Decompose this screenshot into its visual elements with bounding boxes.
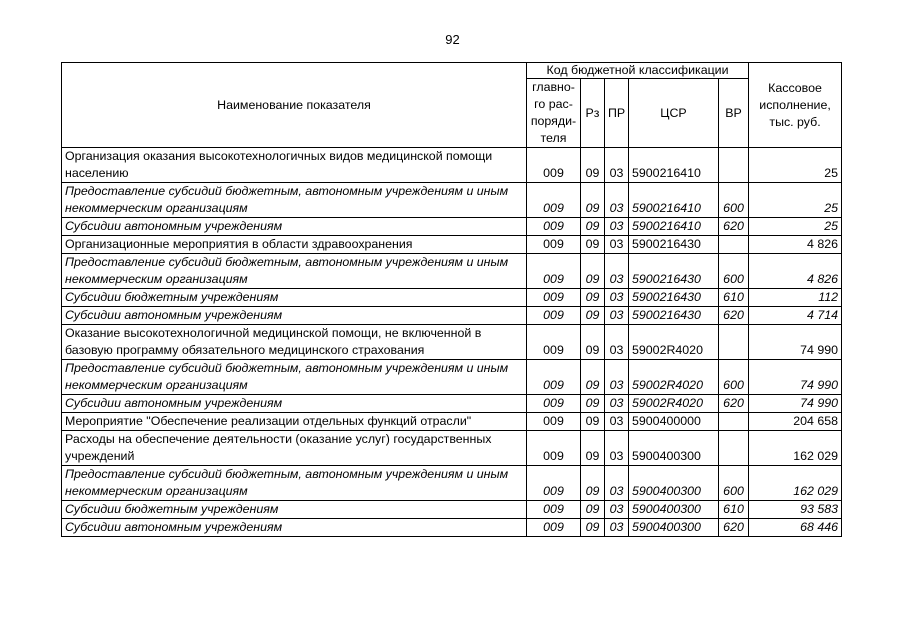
row-vr [719, 325, 749, 360]
row-gr: 009 [527, 307, 581, 325]
header-kbk: Код бюджетной классификации [527, 63, 749, 79]
header-pr: ПР [605, 79, 629, 148]
row-amount: 204 658 [749, 413, 842, 431]
row-rz: 09 [581, 289, 605, 307]
row-csr: 5900400300 [629, 466, 719, 501]
table-row [62, 431, 842, 466]
table-row [62, 236, 842, 254]
row-gr: 009 [527, 325, 581, 360]
row-gr: 009 [527, 254, 581, 289]
row-csr: 5900216410 [629, 148, 719, 183]
row-gr: 009 [527, 360, 581, 395]
budget-table [61, 62, 842, 537]
row-amount: 112 [749, 289, 842, 307]
row-amount: 25 [749, 148, 842, 183]
row-csr: 59002R4020 [629, 360, 719, 395]
table-header [62, 63, 842, 148]
row-amount: 4 714 [749, 307, 842, 325]
row-name: Предоставление субсидий бюджетным, автономным учреждениям и иным некоммерческим организациям [62, 360, 527, 395]
row-csr: 5900400300 [629, 519, 719, 537]
table-body [62, 148, 842, 537]
table-row [62, 254, 842, 289]
row-vr: 610 [719, 501, 749, 519]
table-row [62, 218, 842, 236]
row-vr: 610 [719, 289, 749, 307]
row-amount: 25 [749, 218, 842, 236]
row-rz: 09 [581, 466, 605, 501]
row-amount: 25 [749, 183, 842, 218]
row-csr: 5900216430 [629, 289, 719, 307]
table-row [62, 325, 842, 360]
header-gr-line-3: поряди- [530, 114, 577, 128]
row-amount: 74 990 [749, 395, 842, 413]
row-name: Субсидии автономным учреждениям [62, 395, 527, 413]
row-pr: 03 [605, 236, 629, 254]
row-pr: 03 [605, 254, 629, 289]
row-gr: 009 [527, 236, 581, 254]
table-row [62, 289, 842, 307]
row-rz: 09 [581, 254, 605, 289]
row-rz: 09 [581, 325, 605, 360]
row-amount: 74 990 [749, 325, 842, 360]
row-name: Предоставление субсидий бюджетным, автономным учреждениям и иным некоммерческим организациям [62, 183, 527, 218]
row-amount: 74 990 [749, 360, 842, 395]
row-pr: 03 [605, 183, 629, 218]
row-rz: 09 [581, 501, 605, 519]
row-pr: 03 [605, 289, 629, 307]
row-csr: 5900400000 [629, 413, 719, 431]
row-csr: 5900216410 [629, 218, 719, 236]
table-row [62, 413, 842, 431]
row-name: Предоставление субсидий бюджетным, автономным учреждениям и иным некоммерческим организациям [62, 254, 527, 289]
header-vr: ВР [719, 79, 749, 148]
header-amount-line-3: тыс. руб. [769, 114, 821, 129]
row-amount: 93 583 [749, 501, 842, 519]
header-gr-line-4: теля [540, 131, 567, 145]
row-name: Субсидии бюджетным учреждениям [62, 289, 527, 307]
row-pr: 03 [605, 218, 629, 236]
row-csr: 5900216410 [629, 183, 719, 218]
row-csr: 59002R4020 [629, 325, 719, 360]
row-gr: 009 [527, 148, 581, 183]
row-name: Оказание высокотехнологичной медицинской помощи, не включенной в базовую программу обязательного медицинского страхования [62, 325, 527, 360]
row-pr: 03 [605, 501, 629, 519]
row-gr: 009 [527, 218, 581, 236]
table-row [62, 360, 842, 395]
row-vr [719, 413, 749, 431]
row-name: Субсидии автономным учреждениям [62, 307, 527, 325]
row-name: Расходы на обеспечение деятельности (оказание услуг) государственных учреждений [62, 431, 527, 466]
row-csr: 5900216430 [629, 254, 719, 289]
table-row [62, 307, 842, 325]
row-pr: 03 [605, 307, 629, 325]
header-gr-line-2: го рас- [534, 97, 573, 111]
table-row [62, 519, 842, 537]
row-amount: 68 446 [749, 519, 842, 537]
row-vr: 600 [719, 183, 749, 218]
row-vr: 620 [719, 519, 749, 537]
row-gr: 009 [527, 431, 581, 466]
row-name: Субсидии бюджетным учреждениям [62, 501, 527, 519]
header-amount [749, 63, 842, 148]
header-csr: ЦСР [629, 79, 719, 148]
header-gr [527, 79, 581, 148]
table-row [62, 183, 842, 218]
row-rz: 09 [581, 519, 605, 537]
row-vr: 600 [719, 360, 749, 395]
row-name: Организация оказания высокотехнологичных видов медицинской помощи населению [62, 148, 527, 183]
page-number: 92 [445, 32, 460, 47]
row-gr: 009 [527, 501, 581, 519]
row-name: Организационные мероприятия в области здравоохранения [62, 236, 527, 254]
row-csr: 5900216430 [629, 236, 719, 254]
row-amount: 4 826 [749, 254, 842, 289]
row-name: Субсидии автономным учреждениям [62, 519, 527, 537]
row-rz: 09 [581, 360, 605, 395]
row-pr: 03 [605, 395, 629, 413]
row-pr: 03 [605, 325, 629, 360]
table-row [62, 466, 842, 501]
row-gr: 009 [527, 519, 581, 537]
row-vr: 600 [719, 254, 749, 289]
row-gr: 009 [527, 395, 581, 413]
row-pr: 03 [605, 466, 629, 501]
row-rz: 09 [581, 148, 605, 183]
header-gr-line-1: главно- [532, 80, 575, 94]
row-rz: 09 [581, 236, 605, 254]
row-csr: 59002R4020 [629, 395, 719, 413]
row-gr: 009 [527, 466, 581, 501]
row-pr: 03 [605, 519, 629, 537]
row-rz: 09 [581, 218, 605, 236]
row-pr: 03 [605, 360, 629, 395]
row-vr: 620 [719, 395, 749, 413]
row-vr [719, 431, 749, 466]
table-row [62, 395, 842, 413]
row-pr: 03 [605, 431, 629, 466]
row-csr: 5900400300 [629, 501, 719, 519]
row-amount: 162 029 [749, 466, 842, 501]
row-amount: 4 826 [749, 236, 842, 254]
row-vr [719, 148, 749, 183]
row-gr: 009 [527, 183, 581, 218]
row-rz: 09 [581, 183, 605, 218]
row-gr: 009 [527, 413, 581, 431]
row-rz: 09 [581, 307, 605, 325]
table-row [62, 501, 842, 519]
row-vr: 620 [719, 218, 749, 236]
row-vr: 620 [719, 307, 749, 325]
row-pr: 03 [605, 413, 629, 431]
row-pr: 03 [605, 148, 629, 183]
header-name: Наименование показателя [62, 63, 527, 148]
row-csr: 5900400300 [629, 431, 719, 466]
row-name: Субсидии автономным учреждениям [62, 218, 527, 236]
row-rz: 09 [581, 431, 605, 466]
row-rz: 09 [581, 413, 605, 431]
row-gr: 009 [527, 289, 581, 307]
row-amount: 162 029 [749, 431, 842, 466]
header-amount-line-2: исполнение, [759, 97, 831, 112]
row-csr: 5900216430 [629, 307, 719, 325]
table-row [62, 148, 842, 183]
row-name: Мероприятие "Обеспечение реализации отдельных функций отрасли" [62, 413, 527, 431]
row-name: Предоставление субсидий бюджетным, автономным учреждениям и иным некоммерческим организациям [62, 466, 527, 501]
row-vr: 600 [719, 466, 749, 501]
row-rz: 09 [581, 395, 605, 413]
header-rz: Рз [581, 79, 605, 148]
header-amount-line-1: Кассовое [768, 80, 822, 95]
row-vr [719, 236, 749, 254]
